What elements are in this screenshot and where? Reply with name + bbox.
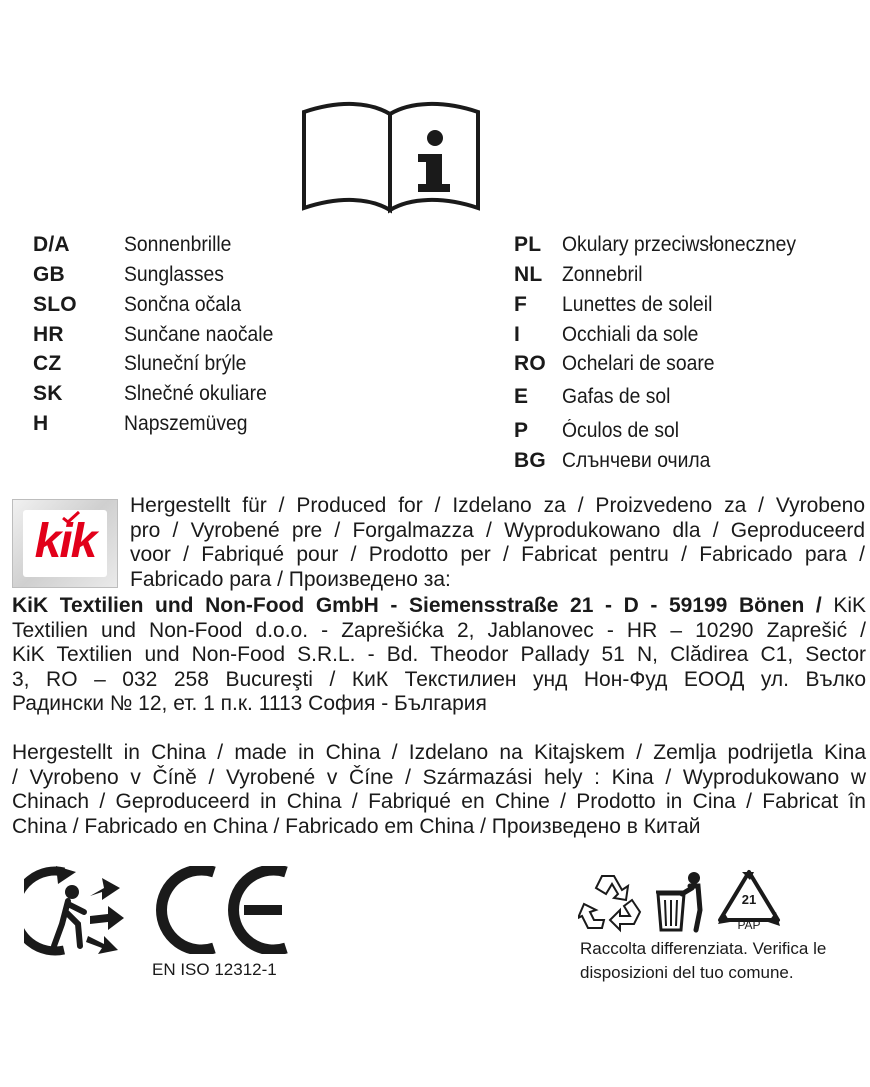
- language-code: HR: [33, 323, 64, 346]
- language-translation: Lunettes de soleil: [562, 293, 713, 316]
- language-code: BG: [514, 449, 546, 472]
- address-line: KiK Textilien und Non-Food S.R.L. - Bd. Theodor Pallady 51 N, Clădirea C1, Sector: [12, 643, 866, 667]
- produced-for-text: [130, 494, 865, 592]
- standard-label: EN ISO 12312-1: [152, 960, 277, 979]
- language-translation: Zonnebril: [562, 263, 643, 286]
- language-translation: Occhiali da sole: [562, 323, 699, 346]
- language-code: H: [33, 412, 49, 435]
- language-code: CZ: [33, 352, 62, 375]
- made-in-line: China / Fabricado en China / Fabricado em China / Произведено в Китай: [12, 814, 701, 838]
- pap-number: 21: [741, 892, 757, 907]
- produced-for-line: voor / Fabriqué pour / Prodotto per / Fabricat pentru / Fabricado para /: [130, 543, 865, 567]
- language-code: GB: [33, 263, 65, 286]
- recycling-note: [580, 937, 826, 985]
- address-text: [12, 594, 866, 717]
- language-code: I: [514, 323, 521, 346]
- language-translation: Sunčane naočale: [124, 323, 274, 346]
- language-translation: Sluneční brýle: [124, 352, 247, 375]
- recycling-note-line: Raccolta differenziata. Verifica le: [580, 939, 827, 958]
- language-translation: Ochelari de soare: [562, 352, 715, 375]
- produced-for-line: Fabricado para / Произведено за:: [130, 567, 451, 591]
- made-in-text: [12, 741, 866, 839]
- language-translation: Óculos de sol: [562, 419, 680, 442]
- language-code: E: [514, 385, 529, 408]
- language-code: SLO: [33, 293, 77, 316]
- made-in-line: Hergestellt in China / made in China / Izdelano na Kitajskem / Zemlja podrijetla Kina: [12, 741, 866, 764]
- language-translation: Sunglasses: [124, 263, 224, 286]
- language-code: PL: [514, 233, 542, 256]
- triman-icon: [24, 866, 134, 956]
- made-in-line: Chinach / Geproduceerd in China / Fabriqué en Chine / Prodotto in Cina / Fabricat în: [12, 790, 866, 814]
- language-translation: Slnečné okuliare: [124, 382, 267, 405]
- recycling-note-line: disposizioni del tuo comune.: [580, 963, 794, 982]
- kik-logo-text: kik: [34, 515, 96, 568]
- language-translation: Napszemüveg: [124, 412, 248, 435]
- language-translation: Gafas de sol: [562, 385, 671, 408]
- address-line: Радински № 12, ет. 1 п.к. 1113 София - България: [12, 692, 487, 716]
- language-code: P: [514, 419, 529, 442]
- address-line: Textilien und Non-Food d.o.o. - Zaprešićka 2, Jablanovec - HR – 10290 Zaprešić /: [12, 618, 866, 642]
- produced-for-line: Hergestellt für / Produced for / Izdelano za / Proizvedeno za / Vyrobeno: [130, 494, 865, 517]
- recycle-icon: [578, 870, 648, 934]
- produced-for-line: pro / Vyrobené pre / Forgalmazza / Wyprodukowano dla / Geproduceerd: [130, 518, 865, 542]
- made-in-line: / Vyrobeno v Číně / Vyrobené v Číne / Származási hely : Kina / Wyprodukowano w: [12, 765, 866, 789]
- language-code: RO: [514, 352, 546, 375]
- kik-logo: [12, 499, 118, 588]
- language-code: F: [514, 293, 528, 316]
- language-code: NL: [514, 263, 543, 286]
- language-translation: Sonnenbrille: [124, 233, 232, 256]
- address-line: 3, RO – 032 258 Bucureşti / КиК Текстилиен унд Нон-Фуд ЕООД ул. Вълко: [12, 667, 866, 691]
- kik-check-icon: [61, 510, 81, 524]
- info-book-icon: [300, 100, 482, 215]
- bin-icon: [654, 870, 710, 934]
- ce-mark-icon: [154, 866, 294, 954]
- language-translation: Okulary przeciwsłoneczney: [562, 233, 797, 256]
- language-code: SK: [33, 382, 63, 405]
- company-name: KiK Textilien und Non-Food GmbH - Siemensstraße 21 - D - 59199 Bönen /: [12, 594, 822, 617]
- address-first-rest: KiK: [821, 594, 867, 617]
- language-translation: Слънчеви очила: [562, 449, 711, 472]
- language-code: D/A: [33, 233, 70, 256]
- language-translation: Sončna očala: [124, 293, 242, 316]
- pap-label: PAP: [737, 918, 761, 932]
